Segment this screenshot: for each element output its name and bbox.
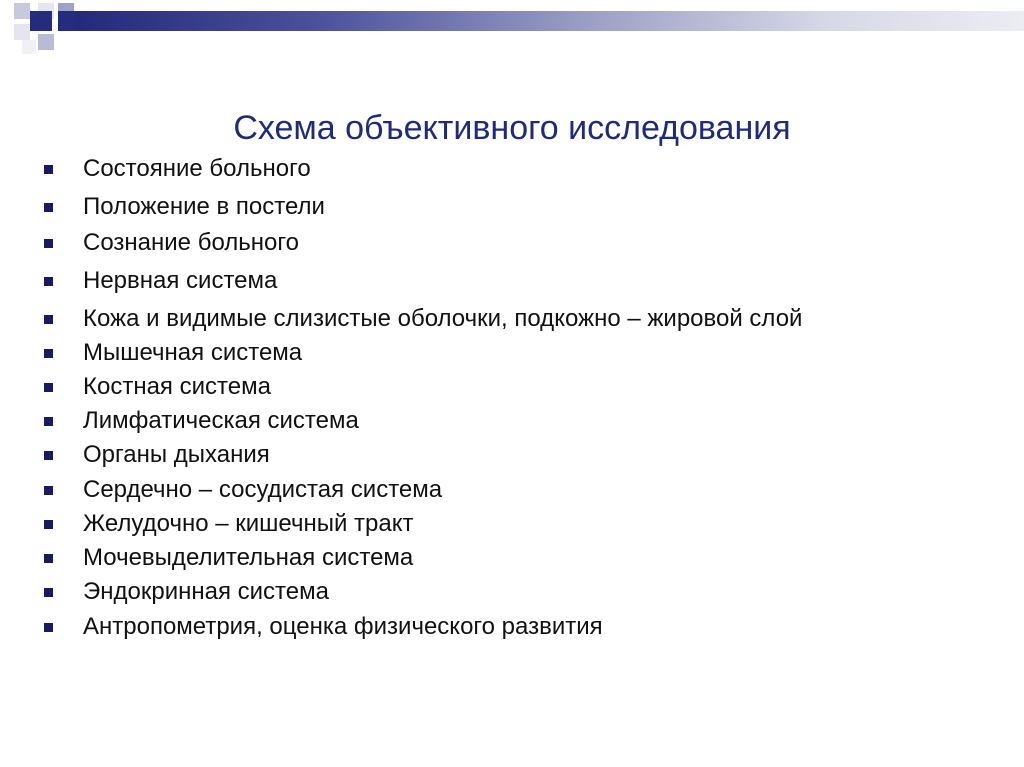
list-item-text: Эндокринная система [83, 578, 329, 605]
list-item-text: Антропометрия, оценка физического развития [83, 613, 603, 640]
list-item-text: Мочевыделительная система [83, 544, 414, 571]
list-item [42, 226, 299, 260]
decor-square [30, 11, 52, 31]
list-item [42, 370, 271, 404]
list-item-text: Нервная система [83, 267, 278, 294]
list-item [42, 302, 802, 336]
square-bullet-icon [44, 239, 53, 248]
list-item [42, 264, 277, 298]
list-item [42, 404, 359, 438]
list-item [42, 438, 270, 472]
square-bullet-icon [44, 383, 53, 392]
list-item-text: Органы дыхания [83, 441, 270, 468]
square-bullet-icon [44, 554, 53, 563]
list-item [42, 575, 329, 609]
decor-square [58, 11, 76, 31]
decor-square [14, 3, 30, 19]
list-item [42, 190, 325, 224]
list-item-text: Желудочно – кишечный тракт [83, 510, 414, 537]
list-item [42, 336, 302, 370]
list-item-text: Сердечно – сосудистая система [83, 476, 443, 503]
slide-title: Схема объективного исследования [233, 109, 791, 147]
list-item-text: Костная система [83, 373, 271, 400]
decor-square [14, 24, 30, 40]
list-item-text: Состояние больного [83, 155, 311, 182]
square-bullet-icon [44, 349, 53, 358]
square-bullet-icon [44, 486, 53, 495]
decor-square [22, 40, 36, 54]
list-item-text: Положение в постели [83, 193, 325, 220]
list-item [42, 541, 413, 575]
list-item-text: Сознание больного [83, 229, 299, 256]
list-item [42, 473, 442, 507]
square-bullet-icon [44, 623, 53, 632]
header-gradient-bar [76, 11, 1024, 31]
square-bullet-icon [44, 315, 53, 324]
list-item-text: Кожа и видимые слизистые оболочки, подкожно – жировой слой [83, 305, 803, 332]
list-item-text: Лимфатическая система [83, 407, 359, 434]
decor-square [38, 34, 54, 50]
list-item [42, 610, 603, 644]
square-bullet-icon [44, 588, 53, 597]
list-item [42, 152, 311, 186]
list-item-text: Мышечная система [83, 339, 303, 366]
square-bullet-icon [44, 203, 53, 212]
square-bullet-icon [44, 451, 53, 460]
square-bullet-icon [44, 277, 53, 286]
decorative-header-band [0, 0, 1024, 60]
square-bullet-icon [44, 165, 53, 174]
list-item [42, 507, 413, 541]
square-bullet-icon [44, 417, 53, 426]
square-bullet-icon [44, 520, 53, 529]
